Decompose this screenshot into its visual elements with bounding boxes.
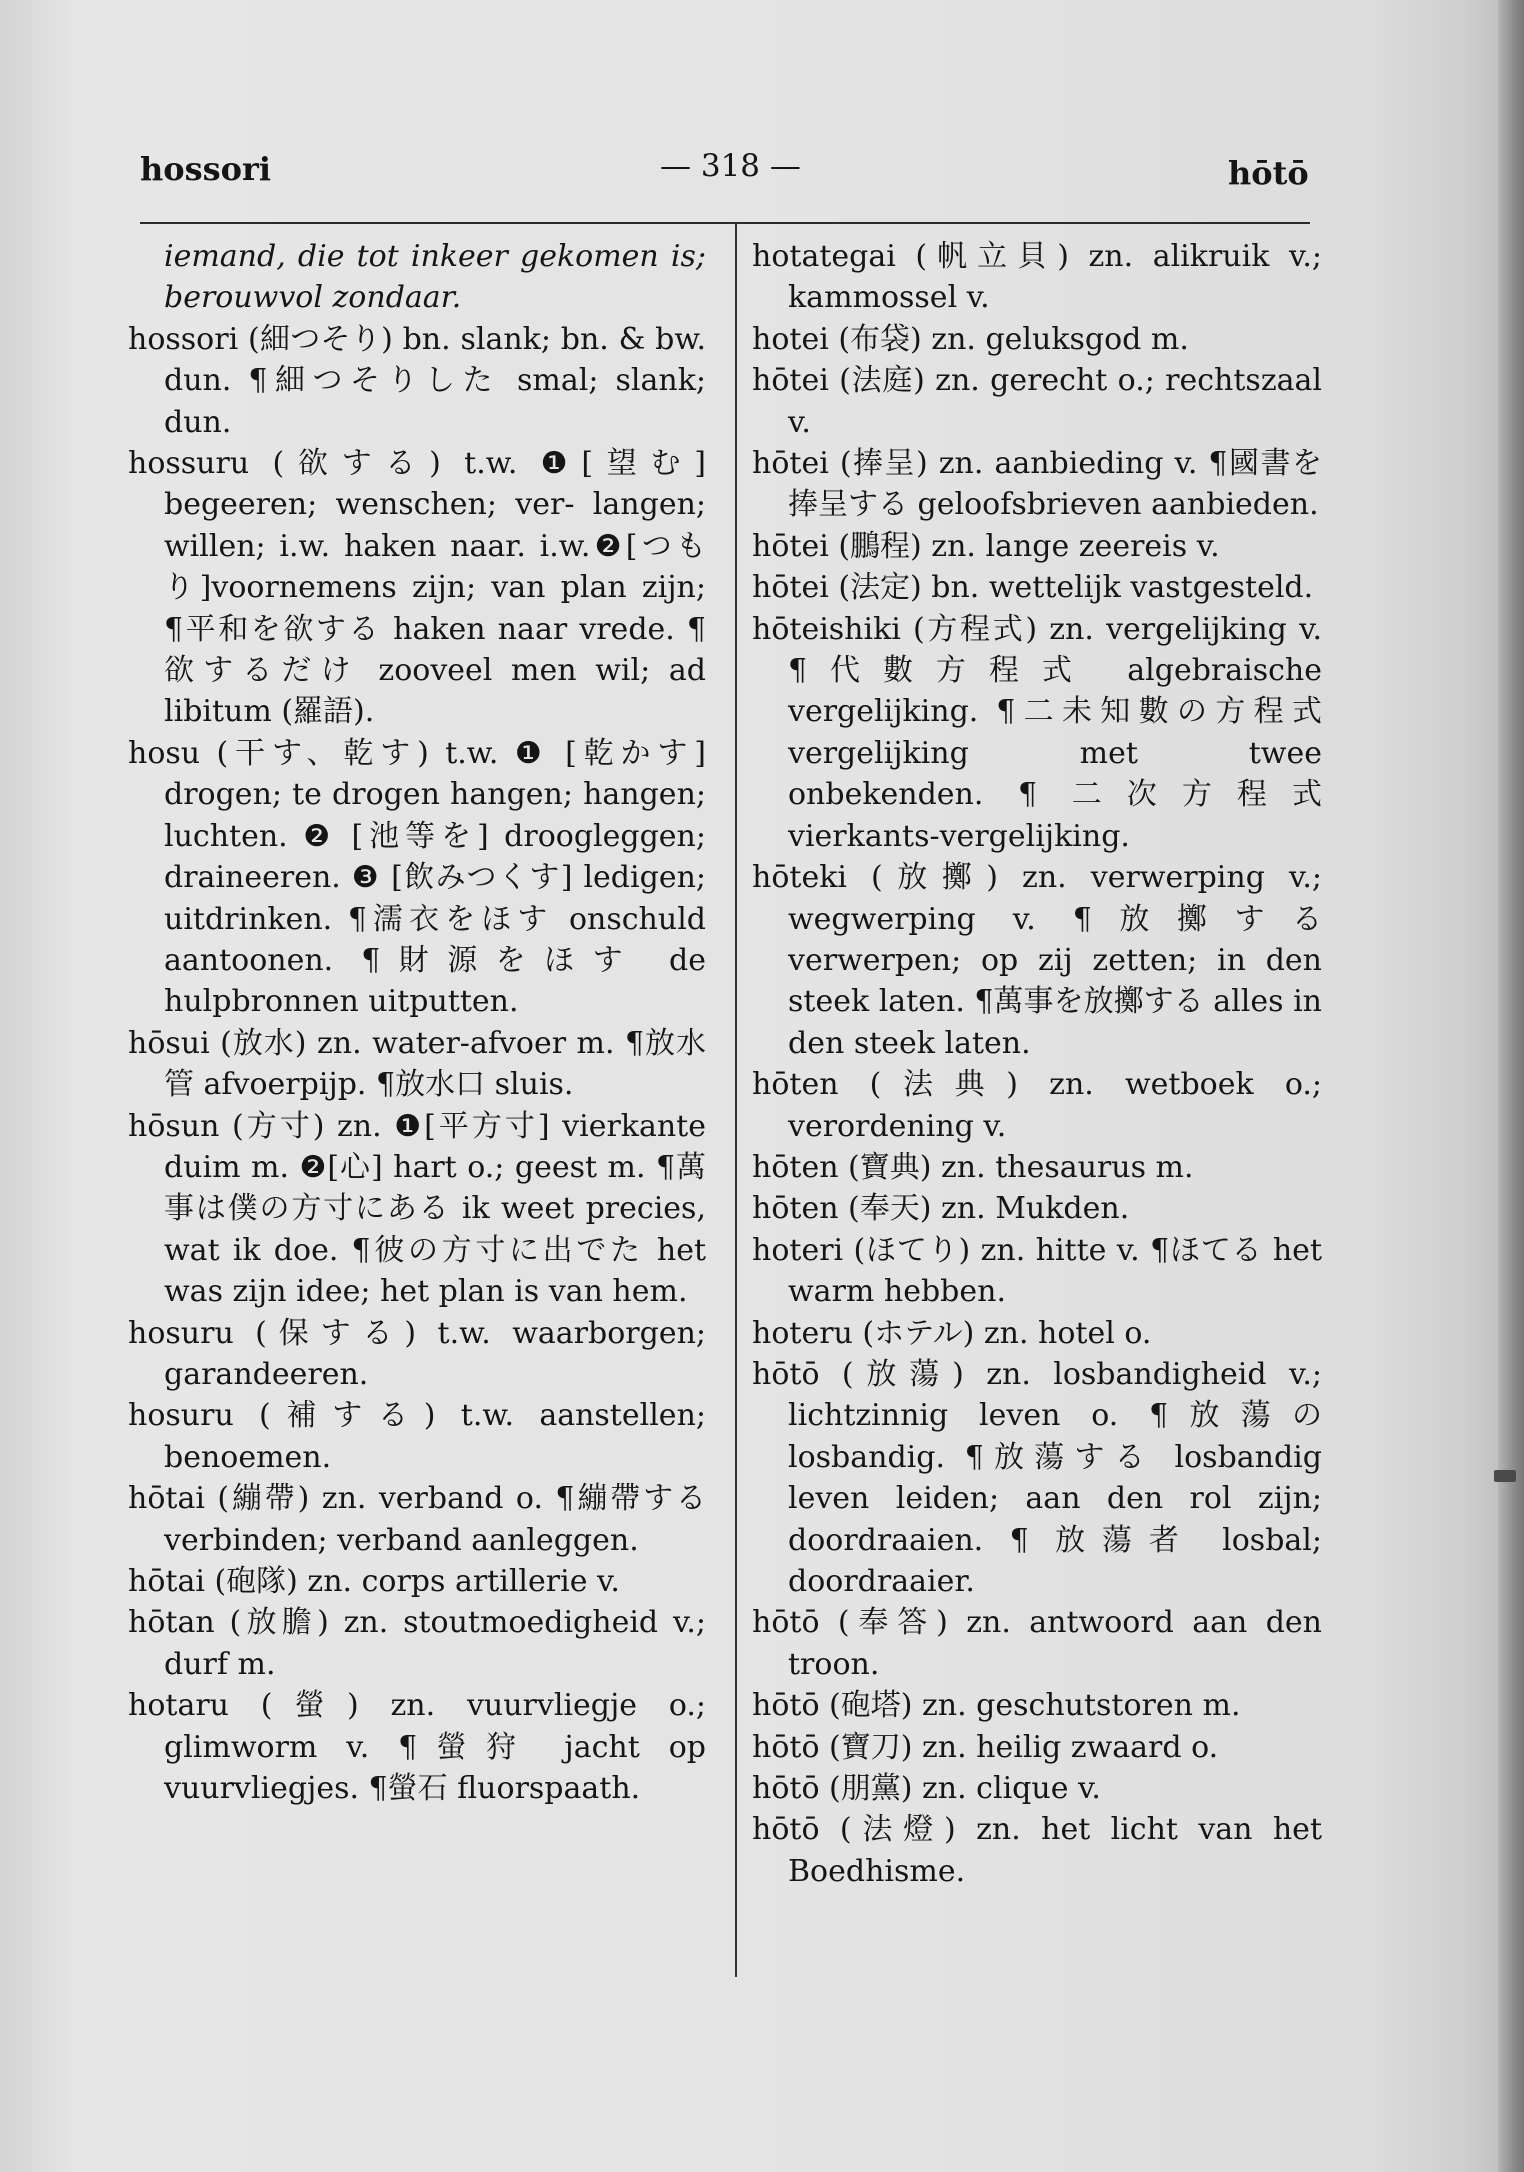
dictionary-entry: hōten (寶典) zn. thesaurus m. bbox=[752, 1149, 1194, 1185]
dictionary-entry: hosuru (保する) t.w. waarborgen; garandeeren. bbox=[128, 1315, 706, 1392]
dictionary-entry: hotategai (帆立貝) zn. alikruik v.; kammossel v. bbox=[752, 239, 1322, 316]
dictionary-entry: hotaru (螢) zn. vuurvliegje o.; glimworm v. ¶螢狩 jacht op vuurvliegjes. ¶螢石 fluorspaath. bbox=[128, 1688, 706, 1807]
header-rule bbox=[140, 222, 1310, 224]
right-guide-word: hōtō bbox=[1228, 154, 1309, 192]
left-column bbox=[128, 236, 706, 1809]
page-header bbox=[0, 150, 1524, 200]
dictionary-entry: hossori (細つそり) bn. slank; bn. & bw. dun. ¶細つそりした smal; slank; dun. bbox=[128, 321, 706, 440]
dictionary-entry: hōsun (方寸) zn. ❶[平方寸] vierkante duim m. ❷[心] hart o.; geest m. ¶萬事は僕の方寸にある ik weet precies, wat ik doe. ¶彼の方寸に出でた het was zijn idee; het plan is van hem. bbox=[128, 1108, 706, 1310]
dictionary-entry: hōtō (寶刀) zn. heilig zwaard o. bbox=[752, 1729, 1219, 1765]
dictionary-entry: hōteishiki (方程式) zn. vergelijking v. ¶代數方程式 algebraische vergelijking. ¶二未知數の方程式 vergelijking met twee onbekenden. ¶ 二次方程式 vierkants-vergelijking. bbox=[752, 611, 1322, 854]
dictionary-entry: hōten (奉天) zn. Mukden. bbox=[752, 1191, 1130, 1227]
dictionary-entry: iemand, die tot inkeer gekomen is; berouwvol zondaar. bbox=[164, 239, 706, 316]
right-column bbox=[752, 236, 1322, 1892]
dictionary-entry: hōtei (捧呈) zn. aanbieding v. ¶國書を捧呈する geloofsbrieven aanbieden. bbox=[752, 446, 1322, 523]
dictionary-entry: hōtō (法燈) zn. het licht van het Boedhisme. bbox=[752, 1812, 1322, 1889]
dictionary-entry: hosuru (補する) t.w. aanstellen; benoemen. bbox=[128, 1398, 706, 1475]
bookmark-tab bbox=[1494, 1470, 1516, 1482]
dictionary-entry: hoteri (ほてり) zn. hitte v. ¶ほてる het warm hebben. bbox=[752, 1232, 1322, 1310]
dictionary-entry: hossuru (欲する) t.w. ❶[望む] begeeren; wenschen; ver- langen; willen; i.w. haken naar. i.w.❷[つもり]voornemens zijn; van plan zijn; ¶平和を欲する haken naar vrede. ¶欲するだけ zooveel men wil; ad libitum (羅語). bbox=[128, 446, 706, 730]
dictionary-entry: hōten (法典) zn. wetboek o.; verordening v. bbox=[752, 1067, 1322, 1144]
page-edge bbox=[1498, 0, 1524, 2172]
dictionary-entry: hoteru (ホテル) zn. hotel o. bbox=[752, 1315, 1152, 1351]
dictionary-entry: hōtei (法定) bn. wettelijk vastgesteld. bbox=[752, 570, 1314, 606]
column-divider bbox=[735, 222, 737, 1977]
dictionary-entry: hōtei (法庭) zn. gerecht o.; rechtszaal v. bbox=[752, 363, 1322, 440]
dictionary-entry: hōteki (放擲) zn. verwerping v.; wegwerping v. ¶放擲する verwerpen; op zij zetten; in den steek laten. ¶萬事を放擲する alles in den steek laten. bbox=[752, 860, 1322, 1061]
dictionary-entry: hōtan (放膽) zn. stoutmoedigheid v.; durf m. bbox=[128, 1605, 706, 1682]
dictionary-entry: hōtai (砲隊) zn. corps artillerie v. bbox=[128, 1564, 620, 1599]
dictionary-entry: hōsui (放水) zn. water-afvoer m. ¶放水管 afvoerpijp. ¶放水口 sluis. bbox=[128, 1025, 706, 1103]
dictionary-entry: hōtai (繃帶) zn. verband o. ¶繃帶する verbinden; verband aanleggen. bbox=[128, 1481, 706, 1558]
page-number: — 318 — bbox=[660, 148, 801, 184]
left-guide-word: hossori bbox=[140, 150, 271, 188]
dictionary-entry: hōtei (鵬程) zn. lange zeereis v. bbox=[752, 528, 1220, 564]
dictionary-entry: hōtō (奉答) zn. antwoord aan den troon. bbox=[752, 1605, 1322, 1682]
dictionary-entry: hōtō (放蕩) zn. losbandigheid v.; lichtzinnig leven o. ¶放蕩の losbandig. ¶放蕩する losbandig leven leiden; aan den rol zijn; doordraaien. ¶ 放蕩者 losbal; doordraaier. bbox=[752, 1356, 1322, 1599]
dictionary-entry: hotei (布袋) zn. geluksgod m. bbox=[752, 321, 1189, 357]
dictionary-entry: hōtō (朋黨) zn. clique v. bbox=[752, 1771, 1101, 1807]
dictionary-entry: hosu (干す、乾す) t.w. ❶ [乾かす] drogen; te drogen hangen; hangen; luchten. ❷ [池等を] droogleggen; draineeren. ❸ [飲みつくす] ledigen; uitdrinken. ¶濡衣をほす onschuld aantoonen. ¶財源をほす de hulpbronnen uitputten. bbox=[128, 735, 706, 1020]
dictionary-entry: hōtō (砲塔) zn. geschutstoren m. bbox=[752, 1688, 1241, 1724]
